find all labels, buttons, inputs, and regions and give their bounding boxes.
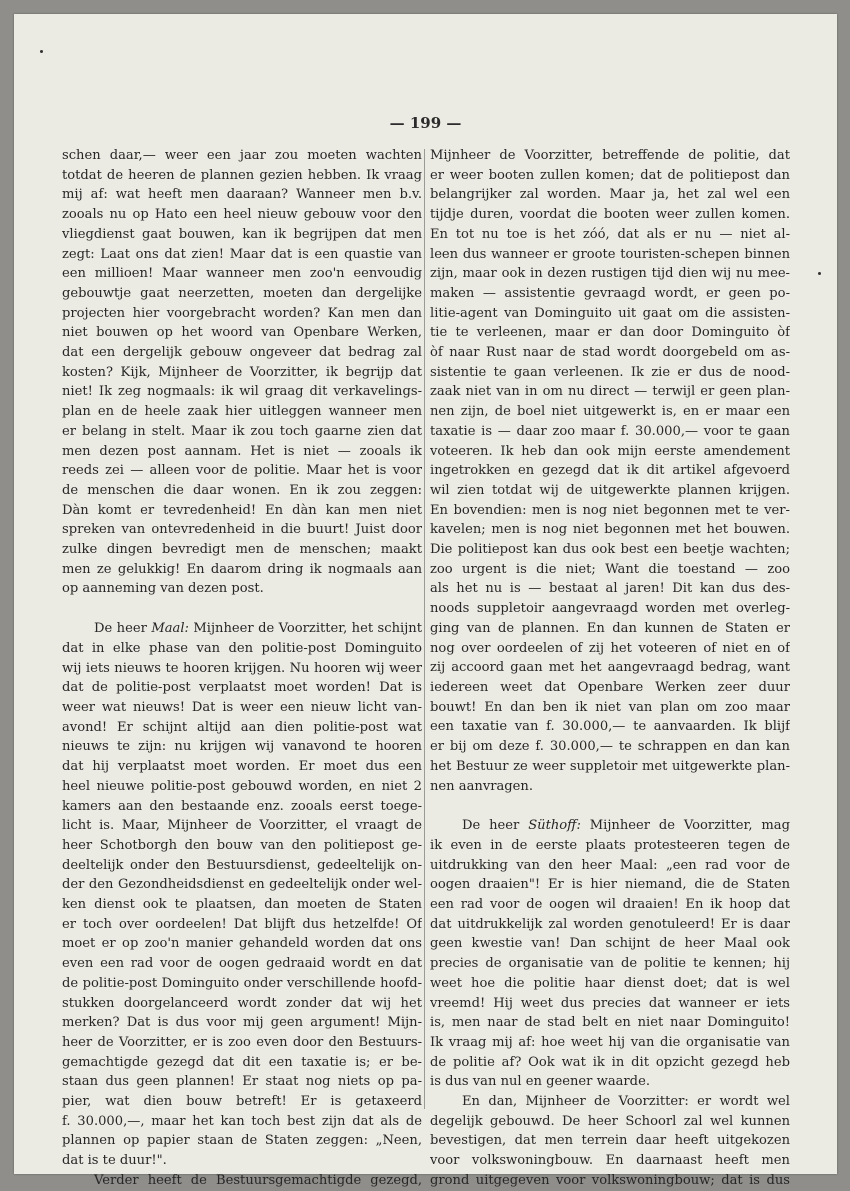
text-line: er toch over oordeelen! Dat blijft dus hetzelfde! Of (62, 916, 422, 932)
text-line: de menschen die daar wonen. En ik zou zeggen: (62, 482, 422, 498)
text-line: Dàn komt er tevredenheid! En dàn kan men niet (62, 502, 422, 518)
text-line: bouwt! En dan ben ik niet van plan om zoo maar (430, 699, 790, 715)
speaker-line (430, 816, 790, 836)
text-line: ken dienst ook te plaatsen, dan moeten de Staten (62, 897, 422, 913)
text-line: zulke dingen bevredigt men de menschen; maakt (62, 542, 422, 558)
text-line: uitdrukking van den heer Maal: „een rad voor de (430, 857, 790, 873)
speck-mark (40, 50, 43, 53)
text-line: zegt: Laat ons dat zien! Maar dat is een quastie van (62, 246, 422, 262)
text-line: projecten hier voorgebracht worden? Kan men dan (62, 305, 422, 321)
left-column (62, 146, 422, 1191)
text-line: schen daar,— weer een jaar zou moeten wachten (62, 148, 422, 163)
text-line: precies de organisatie van de politie te kennen; hij (430, 956, 790, 972)
text-line: er weer booten zullen komen; dat de politiepost dan (430, 167, 790, 183)
text-line: dat hij verplaatst moet worden. Er moet dus een (62, 759, 422, 775)
text-line: geen kwestie van! Dan schijnt de heer Maal ook (430, 936, 790, 952)
text-line: f. 30.000,—, maar het kan toch best zijn dat als de (62, 1113, 422, 1129)
text-line: de politie af? Ook wat ik in dit opzicht gezegd heb (430, 1054, 790, 1070)
text-line: men ze gelukkig! En daarom dring ik nogmaals aan (62, 561, 422, 577)
text-line: sistentie te gaan verleenen. Ik zie er dus de nood- (430, 364, 790, 380)
text-line: plan en de heele zaak hier uitleggen wanneer men (62, 404, 422, 420)
text-line: is, men naar de stad belt en niet naar Dominguito! (430, 1015, 790, 1031)
text-line: nen aanvragen. (430, 778, 534, 794)
text-line: zaak niet van in om nu direct — terwijl er geen plan- (430, 384, 790, 400)
text-line: een millioen! Maar wanneer men zoo'n eenvoudig (62, 266, 422, 282)
speaker-line (62, 619, 422, 639)
text-line: vreemd! Hij weet dus precies dat wanneer er iets (430, 995, 790, 1011)
text-line: pier, wat dien bouw betreft! Er is getaxeerd (62, 1094, 422, 1110)
text-line: oogen draaien"! Er is hier niemand, die de Staten (430, 877, 790, 893)
text-line: noods suppletoir aangevraagd worden met overleg- (430, 601, 790, 617)
text-line: spreken van ontevredenheid in die buurt! Juist door (62, 522, 422, 538)
text-line: degelijk gebouwd. De heer Schoorl zal wel kunnen (430, 1113, 790, 1129)
text-line: heer de Voorzitter, er is zoo even door den Bestuurs- (62, 1034, 422, 1050)
text-line: er belang in stelt. Maar ik zou toch gaarne zien dat (62, 423, 422, 439)
page-number: — 199 — (389, 114, 462, 132)
text-line: litie-agent van Dominguito uit gaat om die assisten- (430, 305, 790, 321)
text-line: mij af: wat heeft men daaraan? Wanneer men b.v. (62, 187, 422, 203)
text-line: voor volkswoningbouw. En daarnaast heeft men (430, 1153, 790, 1169)
text-line: niet bouwen op het woord van Openbare Werken, (62, 325, 422, 341)
text-line: gebouwtje gaat neerzetten, moeten dan dergelijke (62, 285, 422, 301)
text-line: heel nieuwe politie-post gebouwd worden, en niet 2 (62, 778, 422, 794)
text-line: En bovendien: men is nog niet begonnen met te ver- (430, 502, 790, 518)
text-line: totdat de heeren de plannen gezien hebben. Ik vraag (62, 167, 422, 183)
text-line: nieuws te zijn: nu krijgen wij vanavond te hooren (62, 739, 422, 755)
text-line: plannen op papier staan de Staten zeggen: „Neen, (62, 1133, 422, 1149)
text-line: een taxatie van f. 30.000,— te aanvaarden. Ik blijf (430, 719, 790, 735)
text-line: iedereen weet dat Openbare Werken zeer duur (430, 679, 790, 695)
column-divider (424, 149, 425, 1109)
text-line: men dezen post aannam. Het is niet — zooals ik (62, 443, 422, 459)
text-line: op aanneming van dezen post. (62, 581, 264, 597)
text-line: een rad voor de oogen wil draaien! En ik hoop dat (430, 897, 790, 913)
text-line: tie te verleenen, maar er dan door Dominguito òf (430, 325, 790, 341)
text-line: bevestigen, dat men terrein daar heeft uitgekozen (430, 1133, 790, 1149)
text-line: voteeren. Ik heb dan ook mijn eerste amendement (430, 443, 790, 459)
text-line: kavelen; men is nog niet begonnen met het bouwen. (430, 522, 790, 538)
text-line: dat de politie-post verplaatst moet worden! Dat is (62, 680, 422, 696)
text-line: er bij om deze f. 30.000,— te schrappen en dan kan (430, 739, 790, 755)
speaker-prefix: De heer (462, 818, 520, 834)
text-line: ik even in de eerste plaats protesteeren tegen de (430, 837, 790, 853)
document-page (14, 14, 837, 1188)
text-line: zooals nu op Hato een heel nieuw gebouw voor den (62, 207, 422, 223)
text-line: der den Gezondheidsdienst en gedeeltelijk onder wel- (62, 877, 422, 893)
text-line: maken — assistentie gevraagd wordt, er geen po- (430, 285, 790, 301)
text-line: taxatie is — daar zoo maar f. 30.000,— voor te gaan (430, 423, 790, 439)
text-line: belangrijker zal worden. Maar ja, het zal wel een (430, 187, 790, 203)
text-line: òf naar Rust naar de stad wordt doorgebeld om as- (430, 345, 790, 361)
text-line: heer Schotborgh den bouw van den politiepost ge- (62, 837, 422, 853)
right-column (430, 146, 790, 1191)
text-line: leen dus wanneer er groote touristen-schepen binnen (430, 246, 790, 262)
text-line: staan dus geen plannen! Er staat nog niets op pa- (62, 1074, 422, 1090)
speaker-text: Mijnheer de Voorzitter, mag (589, 818, 790, 834)
speck-mark (818, 272, 821, 275)
text-line: reeds zei — alleen voor de politie. Maar het is voor (62, 463, 422, 479)
text-line: avond! Er schijnt altijd aan dien politie-post wat (62, 719, 422, 735)
text-line: moet er op zoo'n manier gehandeld worden dat ons (62, 936, 422, 952)
speaker-name: Süthoff: (528, 818, 581, 834)
text-line: stukken doorgelanceerd wordt zonder dat wij het (62, 995, 422, 1011)
text-line: het Bestuur ze weer suppletoir met uitgewerkte plan- (430, 758, 790, 774)
text-line: zijn, maar ook in dezen rustigen tijd dien wij nu mee- (430, 266, 790, 282)
text-line: ging van de plannen. En dan kunnen de Staten er (430, 620, 790, 636)
text-line: dat uitdrukkelijk zal worden genotuleerd! Er is daar (430, 916, 790, 932)
text-line: tijdje duren, voordat die booten weer zullen komen. (430, 207, 790, 223)
text-line: deeltelijk onder den Bestuursdienst, gedeeltelijk on- (62, 857, 422, 873)
text-line: En tot nu toe is het zóó, dat als er nu — niet al- (430, 226, 790, 242)
text-line: licht is. Maar, Mijnheer de Voorzitter, el vraagt de (62, 818, 422, 834)
text-line: wil zien totdat wij de uitgewerkte plannen krijgen. (430, 482, 790, 498)
text-line: kamers aan den bestaande enz. zooals eerst toege- (62, 798, 422, 814)
text-line: is dus van nul en geener waarde. (430, 1074, 650, 1090)
text-line: Verder heeft de Bestuursgemachtigde gezegd, (94, 1172, 422, 1188)
text-line: ingetrokken en gezegd dat ik dit artikel afgevoerd (430, 463, 790, 479)
text-line: weet hoe die politie haar dienst doet; dat is wel (430, 975, 790, 991)
text-line: niet! Ik zeg nogmaals: ik wil graag dit verkavelings- (62, 384, 422, 400)
speaker-text: Mijnheer de Voorzitter, het schijnt (193, 621, 422, 637)
text-line: grond uitgegeven voor volkswoningbouw; dat is dus (430, 1172, 790, 1188)
text-line: gemachtigde gezegd dat dit een taxatie is; er be- (62, 1054, 422, 1070)
text-line: zoo urgent is die niet; Want die toestand — zoo (430, 561, 790, 577)
text-line: even een rad voor de oogen gedraaid wordt en dat (62, 956, 422, 972)
speaker-prefix: De heer (94, 621, 147, 637)
speaker-name: Maal: (151, 621, 189, 637)
text-line: En dan, Mijnheer de Voorzitter: er wordt wel (462, 1094, 790, 1110)
text-line: weer wat nieuws! Dat is weer een nieuw licht van- (62, 699, 422, 715)
text-line: wij iets nieuws te hooren krijgen. Nu hooren wij weer (62, 660, 422, 676)
text-line: dat in elke phase van den politie-post Dominguito (62, 640, 422, 656)
text-line: kosten? Kijk, Mijnheer de Voorzitter, ik begrijp dat (62, 364, 422, 380)
text-line: Ik vraag mij af: hoe weet hij van die organisatie van (430, 1034, 790, 1050)
text-line: vliegdienst gaat bouwen, kan ik begrijpen dat men (62, 226, 422, 242)
text-line: als het nu is — bestaat al jaren! Dit kan dus des- (430, 581, 790, 597)
text-line: nen zijn, de boel niet uitgewerkt is, en er maar een (430, 404, 790, 420)
text-line: dat een dergelijk gebouw ongeveer dat bedrag zal (62, 345, 422, 361)
text-line: dat is te duur!". (62, 1153, 167, 1169)
text-line: de politie-post Dominguito onder verschillende hoofd- (62, 975, 422, 991)
text-line: zij accoord gaan met het aangevraagd bedrag, want (430, 660, 790, 676)
text-line: Mijnheer de Voorzitter, betreffende de politie, dat (430, 148, 790, 163)
text-line: nog over oordeelen of zij het voteeren of niet en of (430, 640, 790, 656)
text-line: Die politiepost kan dus ook best een beetje wachten; (430, 542, 790, 558)
text-line: merken? Dat is dus voor mij geen argument! Mijn- (62, 1015, 422, 1031)
